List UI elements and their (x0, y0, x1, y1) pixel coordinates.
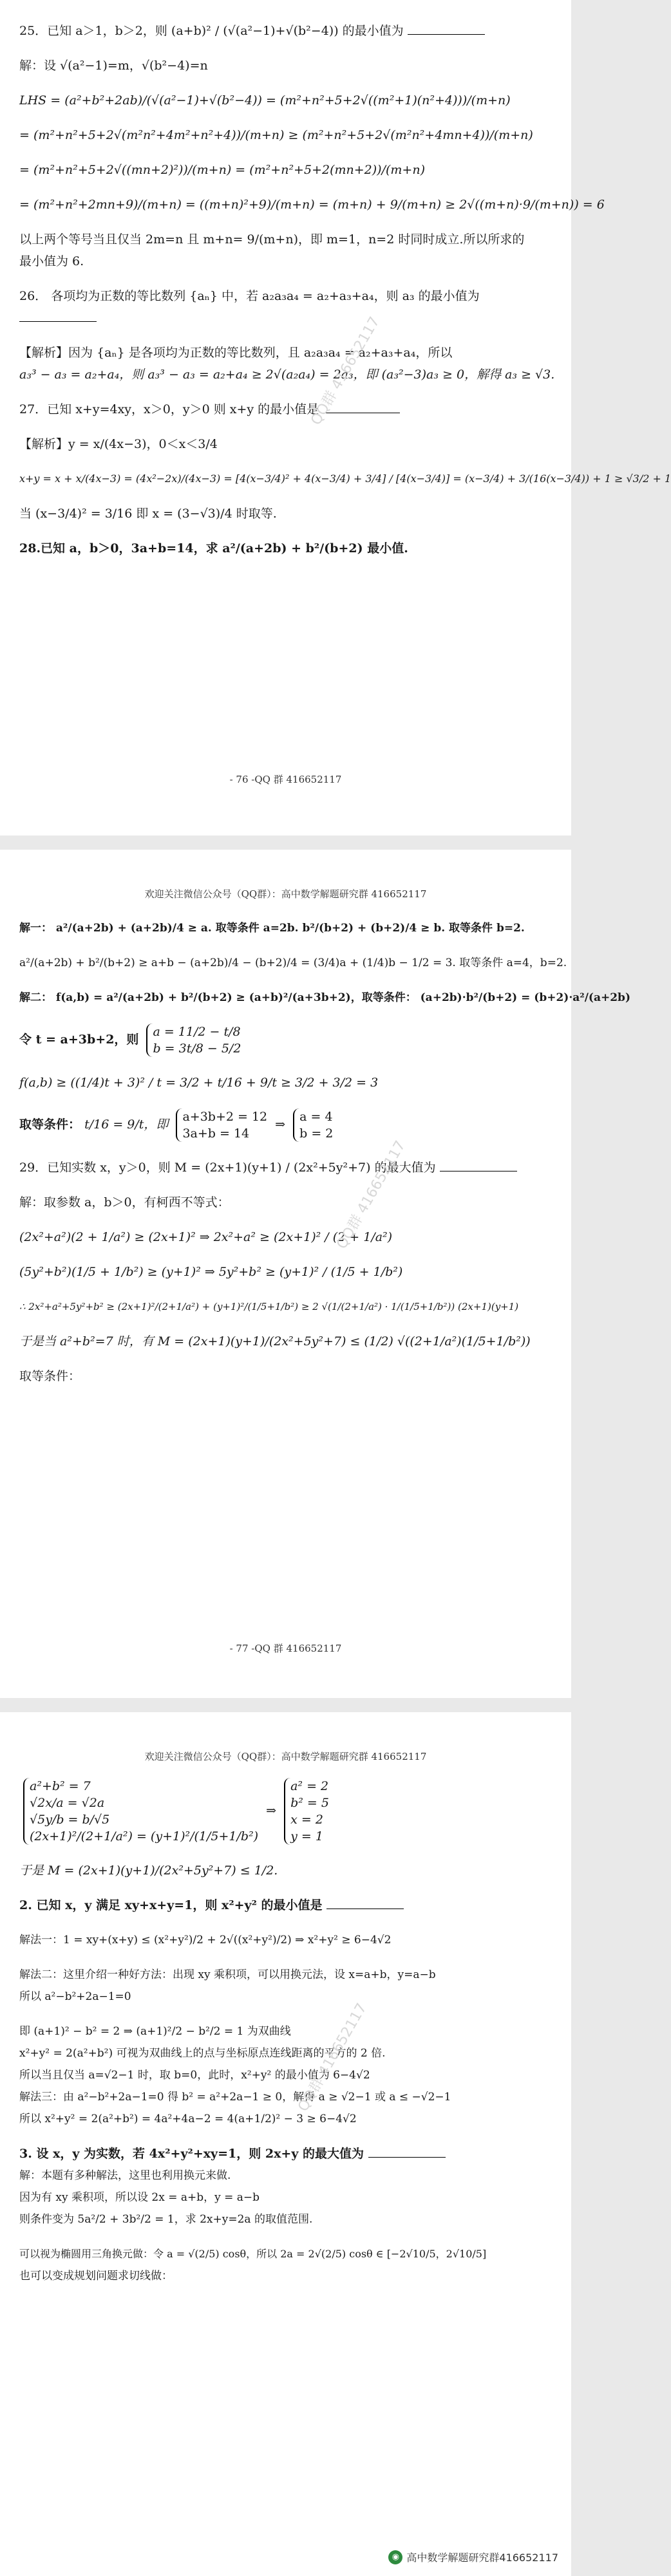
sol1b: a²/(a+2b) + b²/(b+2) ≥ a+b − (a+2b)/4 − (b+2)/4 = (3/4)a + (1/4)b − 1/2 = 3. 取等条件 a=4，b=2. (19, 957, 567, 969)
page-header: 欢迎关注微信公众号（QQ群）：高中数学解题研究群 416652117 (144, 888, 427, 900)
wechat-icon: ◉ (388, 2550, 402, 2564)
q25-step3: = (m²+n²+5+2√((mn+2)²))/(m+n) = (m²+n²+5+2(mn+2))/(m+n) (19, 163, 425, 177)
q3-d: 可以视为椭圆用三角换元做：令 a = √(2/5) cosθ，所以 2a = 2√(2/5) cosθ ∈ [−2√10/5，2√10/5] (19, 2248, 487, 2260)
q25-step2: = (m²+n²+5+2√(m²n²+4m²+n²+4))/(m+n) ≥ (m²+n²+5+2√(m²n²+4mn+4))/(m+n) (19, 128, 533, 142)
q29-sol: 解：取参数 a，b＞0，有柯西不等式： (19, 1195, 230, 1209)
eq-cond: 取等条件： t/16 = 9/t，即 a+3b+2 = 12 3a+b = 14 ⇒ a = 4 b = 2 (19, 1110, 334, 1141)
cauchy-2: (5y²+b²)(1/5 + 1/b²) ≥ (y+1)² ⇒ 5y²+b² ≥ (y+1)² / (1/5 + 1/b²) (19, 1265, 403, 1279)
page-footer: - 77 -QQ 群 416652117 (229, 1643, 342, 1654)
q3-e: 也可以变成规划问题求切线做： (19, 2270, 173, 2282)
q26-analysis2: a₃³ − a₃ = a₂+a₄，则 a₃³ − a₃ = a₂+a₄ ≥ 2√(a₂a₄) = 2a₃，即 (a₃²−3)a₃ ≥ 0，解得 a₃ ≥ √3. (19, 368, 555, 382)
q26-blank-line (19, 309, 552, 327)
page-footer: - 76 -QQ 群 416652117 (229, 774, 342, 785)
q25-concl2: 最小值为 6. (19, 254, 84, 268)
q2-m3: 解法三：由 a²−b²+2a−1=0 得 b² = a²+2a−1 ≥ 0，解得 a ≥ √2−1 或 a ≤ −√2−1 (19, 2091, 451, 2104)
q3-b: 因为有 xy 乘积项，所以设 2x = a+b，y = a−b (19, 2191, 260, 2204)
answer-blank (326, 1897, 404, 1909)
system-ab: a = 11/2 − t/8 b = 3t/8 − 5/2 (146, 1023, 241, 1057)
cauchy-5: 取等条件： (19, 1369, 81, 1383)
page-77 (0, 850, 630, 1698)
watermark: QQ群 416652117 (334, 1138, 409, 1252)
q27-analysis: 【解析】y = x/(4x−3)，0＜x＜3/4 (19, 437, 218, 451)
q2-m3b: 所以 x²+y² = 2(a²+b²) = 4a²+4a−2 = 4(a+1/2)² − 3 ≥ 6−4√2 (19, 2113, 357, 2125)
page-78 (0, 1712, 571, 2576)
q25-step4: = (m²+n²+2mn+9)/(m+n) = ((m+n)²+9)/(m+n) = (m+n) + 9/(m+n) ≥ 2√((m+n)·9/(m+n)) = 6 (19, 198, 605, 212)
cauchy-4: 于是当 a²+b²=7 时，有 M = (2x+1)(y+1)/(2x²+5y²+7) ≤ (1/2) √((2+1/a²)(1/5+1/b²)) (19, 1334, 531, 1349)
answer-blank (19, 310, 97, 322)
answer-blank (368, 2145, 446, 2158)
q25-concl1: 以上两个等号当且仅当 2m=n 且 m+n= 9/(m+n)，即 m=1，n=2 时同时成立.所以所求的 (19, 232, 525, 247)
answer-blank (440, 1159, 517, 1171)
let-t: 令 t = a+3b+2，则 a = 11/2 − t/8 b = 3t/8 − 5/2 (19, 1025, 241, 1056)
q25-stem: 25．已知 a＞1，b＞2，则 (a+b)² / (√(a²−1)+√(b²−4)) 的最小值为 (19, 22, 552, 40)
q25-sol-intro: 解：设 √(a²−1)=m，√(b²−4)=n (19, 59, 208, 73)
q28-stem: 28.已知 a，b＞0，3a+b=14，求 a²/(a+2b) + b²/(b+2) 最小值. (19, 541, 408, 555)
cauchy-3: ∴ 2x²+a²+5y²+b² ≥ (2x+1)²/(2+1/a²) + (y+1)²/(1/5+1/b²) ≥ 2 √(1/(2+1/a²) · 1/(1/5+1/b²)) (2x+1)(y+1) (19, 1301, 519, 1312)
q27-main: x+y = x + x/(4x−3) = (4x²−2x)/(4x−3) = [4(x−3/4)² + 4(x−3/4) + 3/4] / [4(x−3/4)] = (x−3/4) + 3/(16(x−3/4)) + 1 ≥ √3/2 + 1 (19, 472, 671, 485)
q27-when: 当 (x−3/4)² = 3/16 即 x = (3−√3)/4 时取等. (19, 507, 277, 521)
sol2: 解二： f(a,b) = a²/(a+2b) + b²/(b+2) ≥ (a+b)²/(a+3b+2)，取等条件： (a+2b)·b²/(b+2) = (b+2)·a²/(a+2b) (19, 991, 630, 1004)
q25-lhs: LHS = (a²+b²+2ab)/(√(a²−1)+√(b²−4)) = (m²+n²+5+2√((m²+1)(n²+4)))/(m+n) (19, 93, 511, 107)
q29-stem: 29．已知实数 x，y＞0，则 M = (2x+1)(y+1) / (2x²+5y²+7) 的最大值为 (19, 1159, 552, 1177)
q2-stem: 2. 已知 x，y 满足 xy+x+y=1，则 x²+y² 的最小值是 (19, 1896, 552, 1914)
q3-stem: 3. 设 x，y 为实数，若 4x²+y²+xy=1，则 2x+y 的最大值为 (19, 2145, 552, 2163)
q27-stem: 27．已知 x+y=4xy，x＞0，y＞0 则 x+y 的最小值是 (19, 400, 552, 418)
q2-m2: 解法二：这里介绍一种好方法：出现 xy 乘积项，可以用换元法，设 x=a+b，y=a−b (19, 1968, 436, 1981)
q26-analysis1: 【解析】因为 {aₙ} 是各项均为正数的等比数列，且 a₂a₃a₄ = a₂+a₃+a₄，所以 (19, 346, 453, 360)
q2-m2e: 所以当且仅当 a=√2−1 时，取 b=0，此时，x²+y² 的最小值为 6−4√2 (19, 2069, 370, 2082)
q26-stem: 26． 各项均为正数的等比数列 {aₙ} 中，若 a₂a₃a₄ = a₂+a₃+a₄，则 a₃ 的最小值为 (19, 289, 480, 303)
page-header: 欢迎关注微信公众号（QQ群）：高中数学解题研究群 416652117 (144, 1751, 427, 1762)
sol1: 解一： a²/(a+2b) + (a+2b)/4 ≥ a. 取等条件 a=2b. b²/(b+2) + (b+2)/4 ≥ b. 取等条件 b=2. (19, 922, 525, 935)
q3-a: 解：本题有多种解法，这里也利用换元来做. (19, 2169, 231, 2182)
q2-m2d: x²+y² = 2(a²+b²) 可视为双曲线上的点与坐标原点连线距离的平方的 2 倍. (19, 2047, 386, 2060)
watermark: QQ群 416652117 (308, 314, 383, 428)
q2-m1: 解法一：1 = xy+(x+y) ≤ (x²+y²)/2 + 2√((x²+y²)/2) ⇒ x²+y² ≥ 6−4√2 (19, 1934, 392, 1946)
page-76 (0, 0, 671, 835)
concl: 于是 M = (2x+1)(y+1)/(2x²+5y²+7) ≤ 1/2. (19, 1863, 278, 1878)
q2-m2b: 所以 a²−b²+2a−1=0 (19, 1990, 131, 2003)
f-line: f(a,b) ≥ ((1/4)t + 3)² / t = 3/2 + t/16 + 9/t ≥ 3/2 + 3/2 = 3 (19, 1076, 379, 1090)
result-system: a²+b² = 7 √2x/a = √2a √5y/b = b/√5 (2x+1)²/(2+1/a²) = (y+1)²/(1/5+1/b²) ⇒ a² = 2 b² = 5 x = 2 y = 1 (19, 1778, 552, 1845)
cauchy-1: (2x²+a²)(2 + 1/a²) ≥ (2x+1)² ⇒ 2x²+a² ≥ (2x+1)² / (2 + 1/a²) (19, 1230, 393, 1244)
watermark: QQ群 416652117 (295, 2001, 370, 2114)
q2-m2c: 即 (a+1)² − b² = 2 ⇒ (a+1)²/2 − b²/2 = 1 为双曲线 (19, 2025, 291, 2038)
group-logo: ◉ 高中数学解题研究群416652117 (388, 2550, 558, 2564)
q3-c: 则条件变为 5a²/2 + 3b²/2 = 1，求 2x+y=2a 的取值范围. (19, 2213, 313, 2226)
answer-blank (408, 23, 485, 35)
